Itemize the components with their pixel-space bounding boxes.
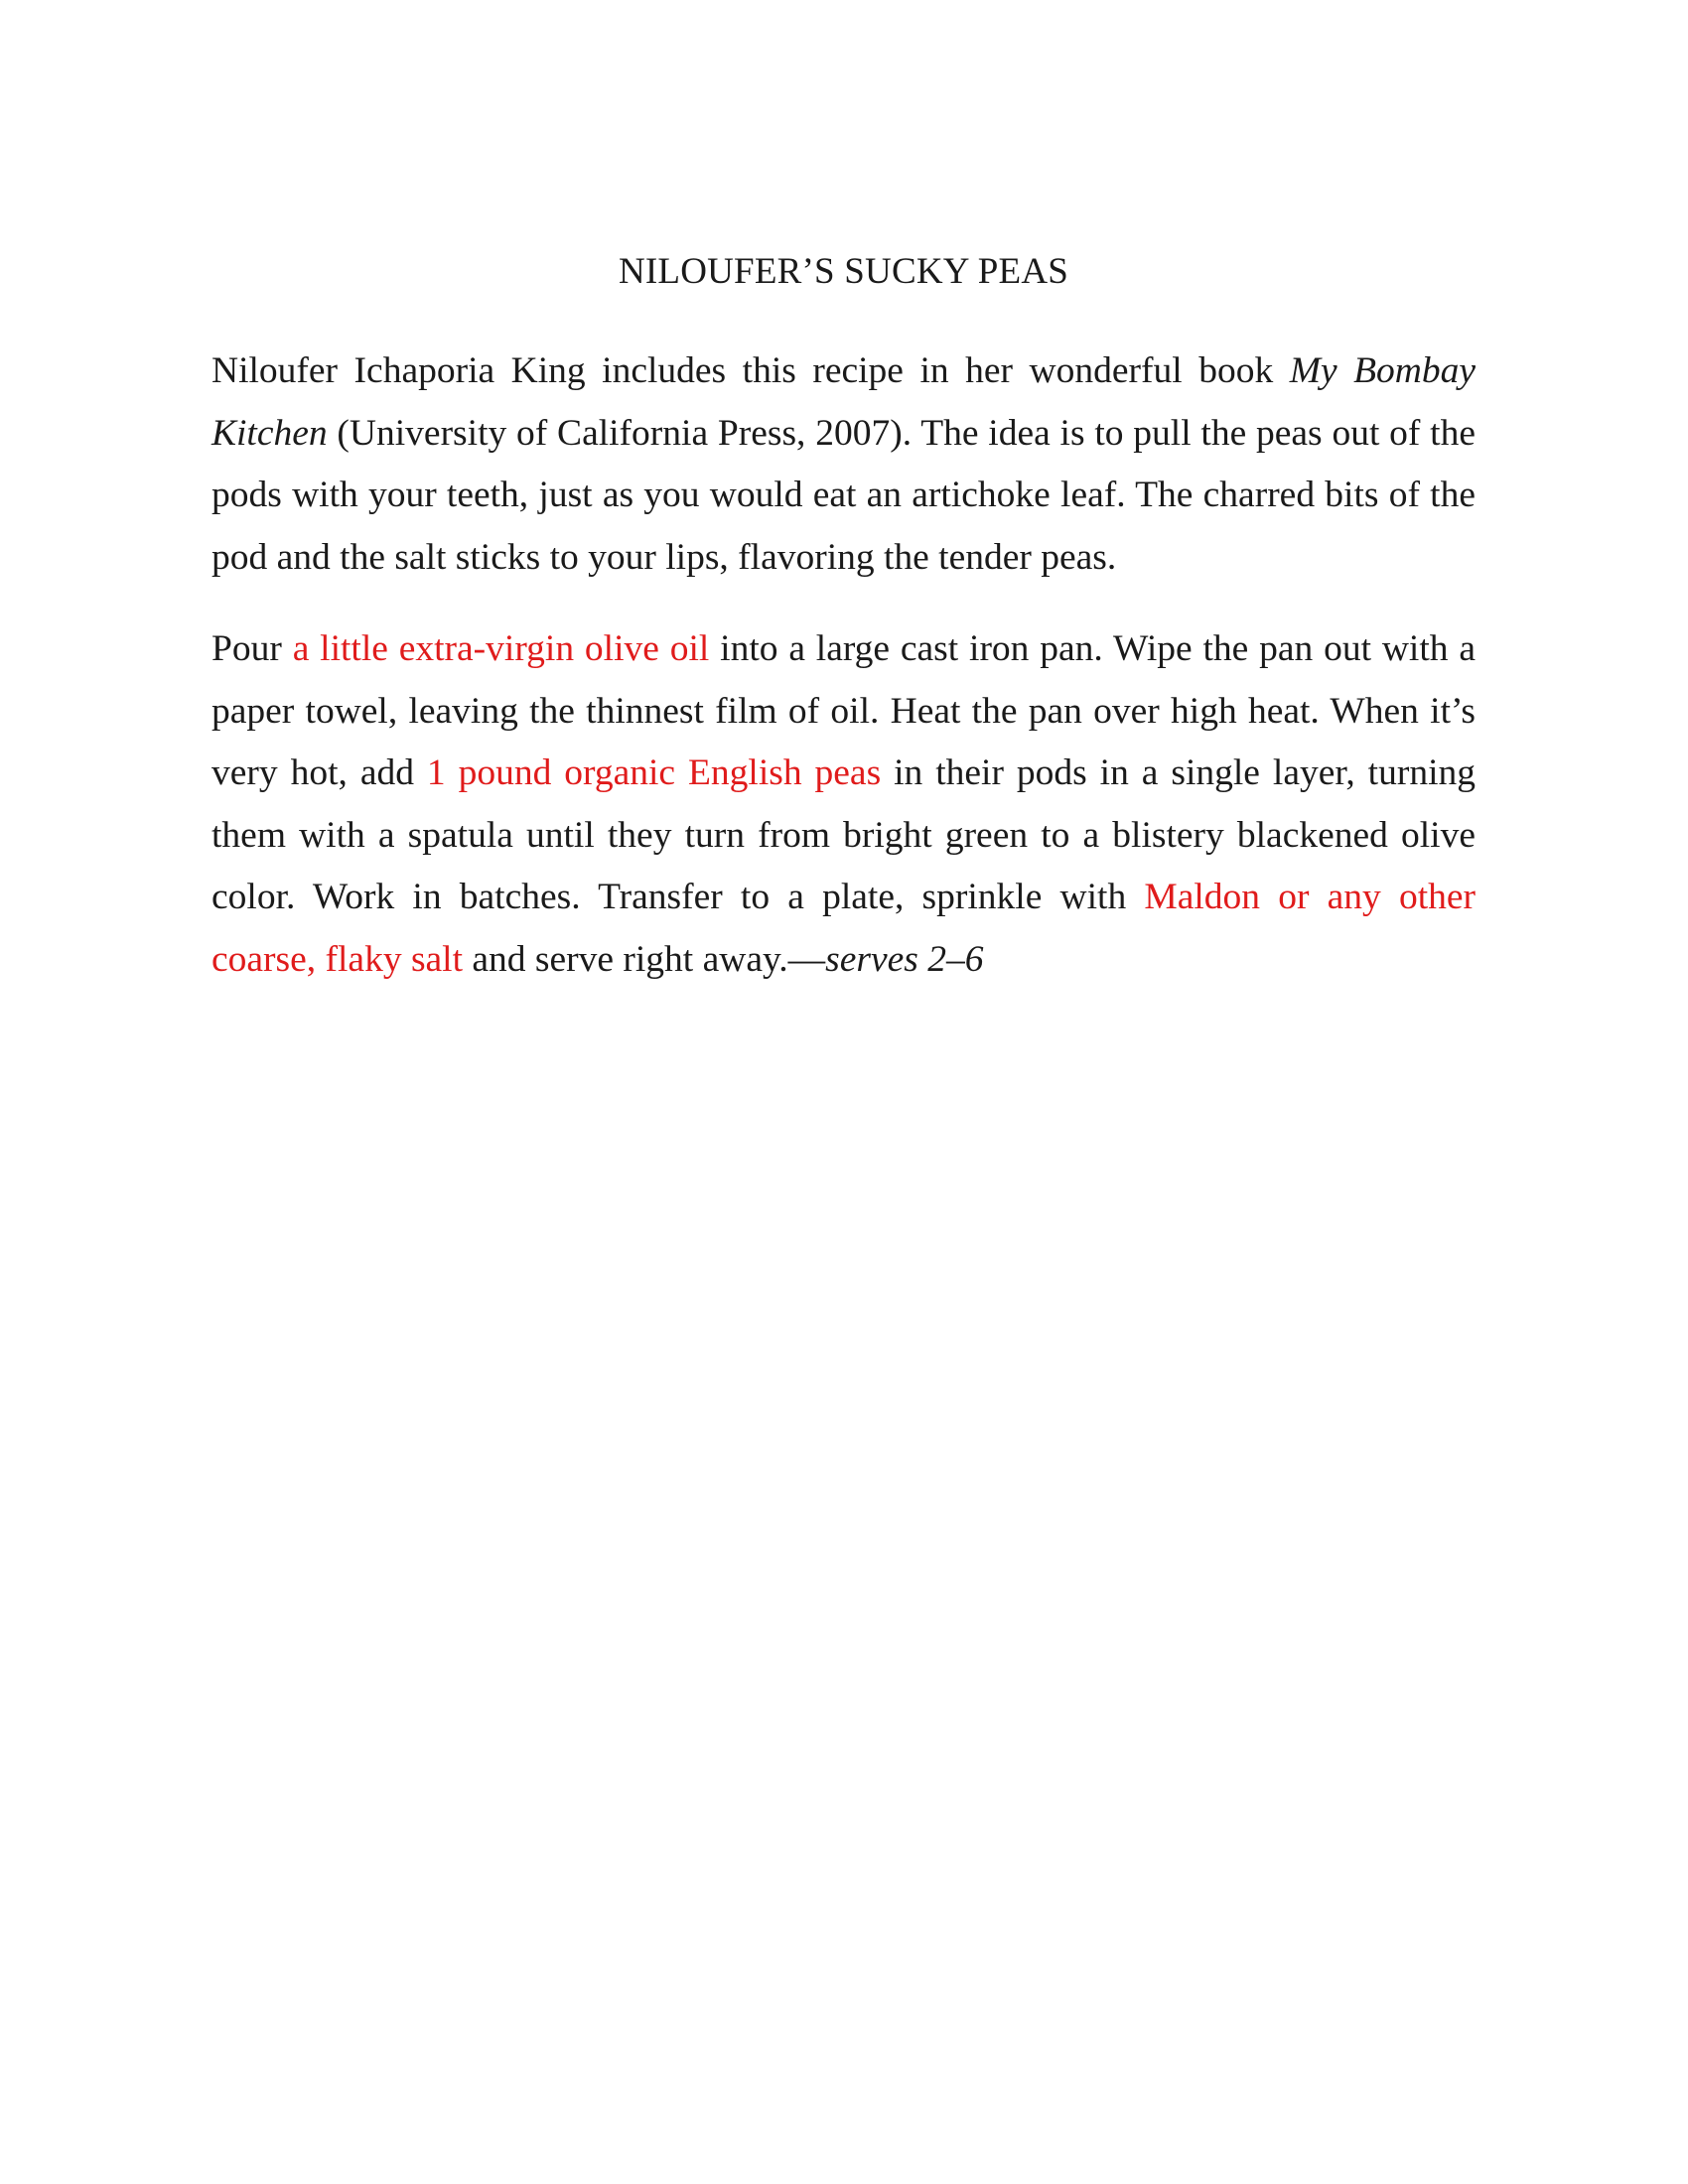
ingredient-olive-oil: a little extra-virgin olive oil (292, 628, 710, 669)
recipe-page (211, 243, 1476, 1021)
method-text-2: into a large cast iron pan. Wipe the pan out with a paper towel, leaving the thinnest film of oil. Heat the pan over high heat. When it’s very hot, add (211, 628, 1476, 793)
book-title: My Bombay Kitchen (211, 350, 1477, 454)
method-text-1: Pour (211, 628, 293, 669)
ingredient-salt: Maldon or any other coarse, flaky salt (211, 877, 1476, 980)
ingredient-peas: 1 pound organic English peas (426, 752, 882, 793)
method-text-4: and serve right away.— (463, 938, 826, 980)
intro-text-end: (University of California Press, 2007). The idea is to pull the peas out of the pods with your teeth, just as you would eat an artichoke leaf. The charred bits of the pod and the salt sticks to your lips, flavoring the tender peas. (211, 412, 1476, 578)
serves-note: serves 2–6 (825, 938, 984, 980)
intro-text-start: Niloufer Ichaporia King includes this recipe in her wonderful book (211, 350, 1290, 391)
method-text-3: in their pods in a single layer, turning them with a spatula until they turn from bright green to a blistery blackened olive color. Work in batches. Transfer to a plate, sprinkle with (211, 752, 1476, 917)
intro-paragraph (211, 341, 1476, 589)
method-paragraph (211, 618, 1476, 991)
recipe-title: NILOUFER’S SUCKY PEAS (618, 251, 1069, 292)
